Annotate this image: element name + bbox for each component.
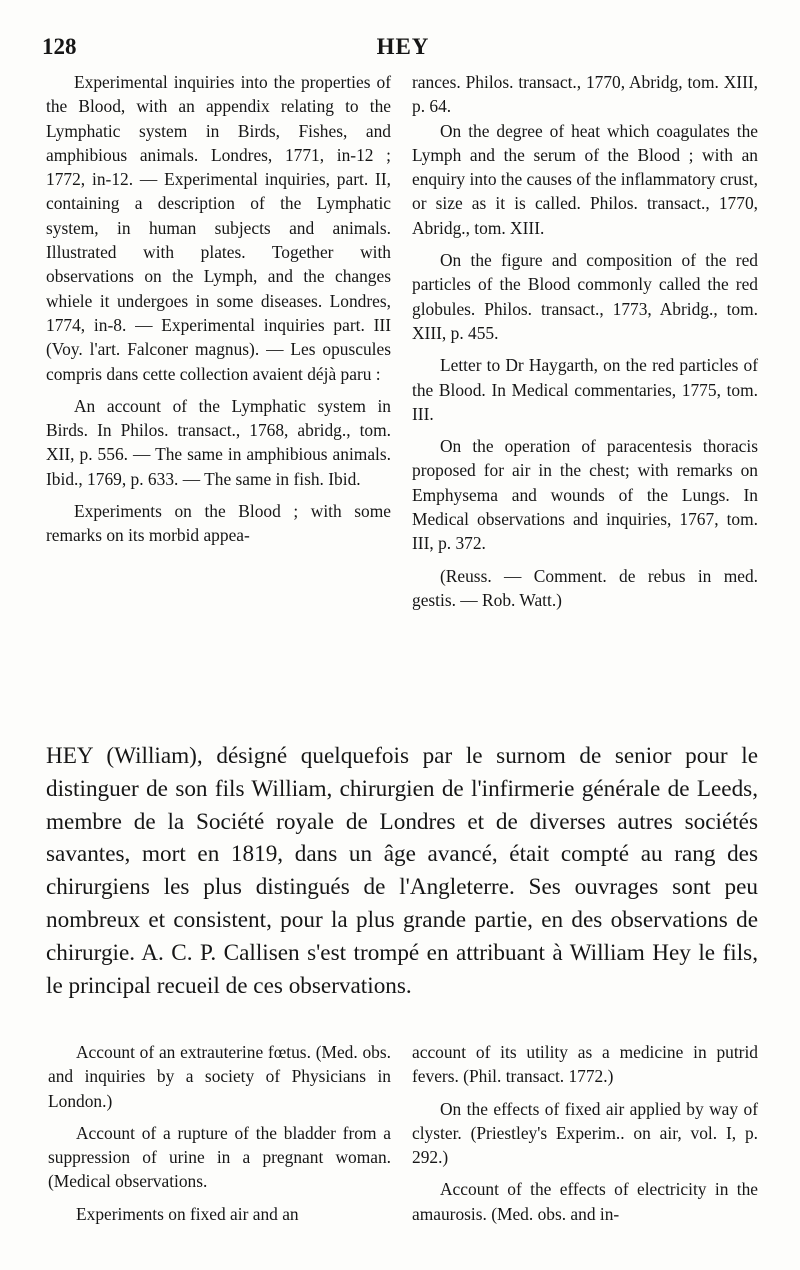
bibliography-item: Account of the effects of electricity in the amaurosis. (Med. obs. and in- xyxy=(412,1179,758,1224)
bibliography-item-continued: rances. Philos. transact., 1770, Abridg, tom. XIII, p. 64. xyxy=(412,72,758,117)
entry-text: désigné quelquefois par le surnom de senior pour le distinguer de son fils William, chirurgien de l'infirmerie générale de Leeds, membre de la Société royale de Londres et de diverses autres sociétés savantes, mort en 1819, dans un âge avancé, était compté au rang des chirurgiens les plus distingués de l'Angleterre. Ses ouvrages sont peu nombreux et consistent, pour la plus grande partie, en des observations de chirurgie. A. C. P. Callisen s'est trompé en attribuant à William Hey le fils, le principal recueil de ces observations. xyxy=(46,743,758,999)
bibliography-item: On the operation of paracentesis thoracis proposed for air in the chest; with remarks on Emphysema and wounds of the Lungs. In Medical observations and inquiries, 1767, tom. III, p. 372. xyxy=(412,436,758,554)
bibliography-item: Experiments on fixed air and an xyxy=(76,1203,299,1224)
bibliography-item: On the effects of fixed air applied by way of clyster. (Priestley's Experim.. on air, vol. I, p. 292.) xyxy=(412,1098,758,1168)
bibliography-item-continued: account of its utility as a medicine in putrid fevers. (Phil. transact. 1772.) xyxy=(412,1042,758,1087)
entry-paragraph: HEY (William), désigné quelquefois par le surnom de senior pour le distinguer de son fils William, chirurgien de l'infirmerie générale de Leeds, membre de la Société royale de Londres et de diverses autres sociétés savantes, mort en 1819, dans un âge avancé, était compté au rang des chirurgiens les plus distingués de l'Angleterre. Ses ouvrages sont peu nombreux et consistent, pour la plus grande partie, en des observations de chirurgie. A. C. P. Callisen s'est trompé en attribuant à William Hey le fils, le principal recueil de ces observations. xyxy=(46,743,758,999)
page-header xyxy=(42,34,764,64)
bibliography-item: Account of a rupture of the bladder from a suppression of urine in a pregnant woman. (Medical observations. xyxy=(48,1122,391,1192)
top-left-column xyxy=(46,70,391,556)
biography-entry xyxy=(46,740,758,1002)
bibliography-item: Account of an extrauterine fœtus. (Med. obs. and inquiries by a society of Physicians in London.) xyxy=(48,1042,391,1111)
running-head: HEY xyxy=(376,34,430,59)
bibliography-item: Experiments on the Blood ; with some remarks on its morbid appea- xyxy=(46,501,391,546)
page-number: 128 xyxy=(42,34,77,59)
bottom-right-column xyxy=(412,1040,758,1234)
bibliography-item: Letter to Dr Haygarth, on the red particles of the Blood. In Medical commentaries, 1775, tom. III. xyxy=(412,355,758,424)
bibliography-item: On the figure and composition of the red particles of the Blood commonly called the red globules. Philos. transact., 1773, Abridg., tom. XIII, p. 455. xyxy=(412,250,758,343)
bibliography-item: On the degree of heat which coagulates the Lymph and the serum of the Blood ; with an enquiry into the causes of the inflammatory crust, or size as it is called. Philos. transact., 1770, Abridg., tom. XIII. xyxy=(412,120,758,238)
bottom-left-column xyxy=(48,1040,391,1234)
entry-headword: HEY (William) xyxy=(46,743,197,769)
top-right-column xyxy=(412,70,758,620)
source-references: (Reuss. — Comment. de rebus in med. gestis. — Rob. Watt.) xyxy=(412,565,758,610)
bibliography-item: Experimental inquiries into the properties of the Blood, with an appendix relating to the Lymphatic system in Birds, Fishes, and amphibious animals. Londres, 1771, in-12 ; 1772, in-12. — Experimental inquiries, part. II, containing a description of the Lymphatic system, in human subjects and animals. Illustrated with plates. Together with observations on the Lymph, and the changes whiele it undergoes in some diseases. Londres, 1774, in-8. — Experimental inquiries part. III (Voy. l'art. Falconer magnus). — Les opuscules compris dans cette collection avaient déjà paru : xyxy=(46,72,391,384)
bibliography-item: An account of the Lymphatic system in Birds. In Philos. transact., 1768, abridg., tom. XII, p. 556. — The same in amphibious animals. Ibid., 1769, p. 633. — The same in fish. Ibid. xyxy=(46,395,391,489)
